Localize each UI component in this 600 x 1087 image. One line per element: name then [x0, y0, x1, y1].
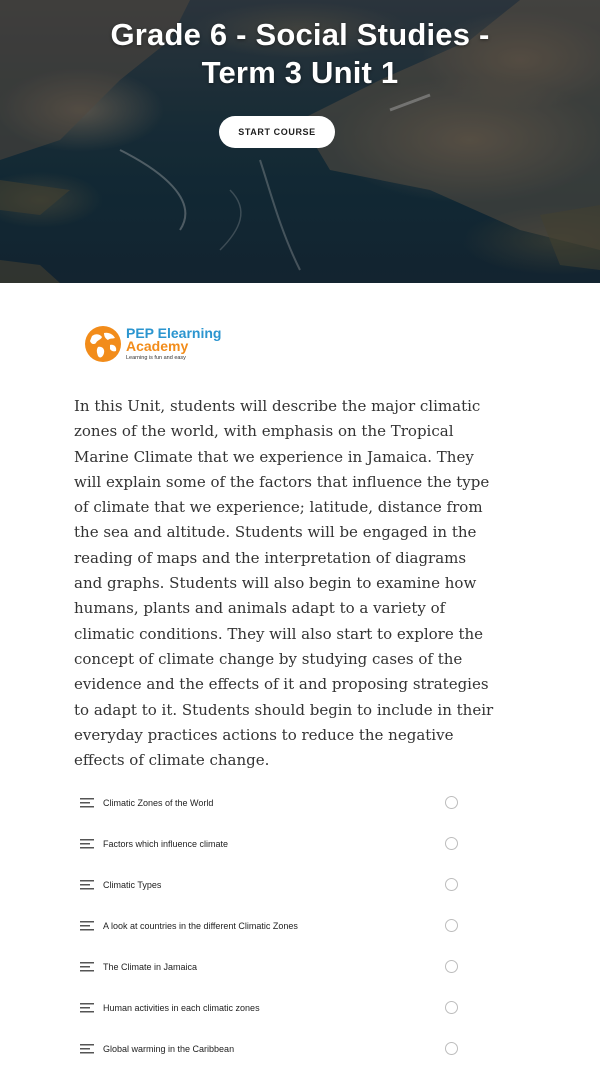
- lesson-incomplete-circle-icon: [445, 960, 458, 973]
- lesson-item[interactable]: [74, 823, 468, 864]
- text-lines-icon: [80, 798, 94, 808]
- text-lines-icon: [80, 880, 94, 890]
- text-lines-icon: [80, 1044, 94, 1054]
- text-lines-icon: [80, 839, 94, 849]
- lesson-incomplete-circle-icon: [445, 1001, 458, 1014]
- course-title-line2: Term 3 Unit 1: [201, 55, 399, 90]
- globe-icon: [84, 325, 122, 363]
- lesson-item[interactable]: [74, 782, 468, 823]
- text-lines-icon: [80, 921, 94, 931]
- lesson-item[interactable]: [74, 905, 468, 946]
- lesson-incomplete-circle-icon: [445, 837, 458, 850]
- lesson-title[interactable]: A look at countries in the different Climatic Zones: [103, 920, 298, 931]
- lesson-item[interactable]: [74, 987, 468, 1028]
- lesson-title[interactable]: Climatic Types: [103, 879, 162, 890]
- hero-banner: [0, 0, 600, 283]
- lesson-list: [74, 782, 468, 1069]
- lesson-incomplete-circle-icon: [445, 878, 458, 891]
- lesson-incomplete-circle-icon: [445, 1042, 458, 1055]
- lesson-item[interactable]: [74, 946, 468, 987]
- lesson-incomplete-circle-icon: [445, 919, 458, 932]
- course-title-line1: Grade 6 - Social Studies -: [110, 17, 490, 52]
- text-lines-icon: [80, 1003, 94, 1013]
- course-title: [0, 16, 600, 92]
- text-lines-icon: [80, 962, 94, 972]
- lesson-item[interactable]: [74, 1028, 468, 1069]
- start-course-button[interactable]: START COURSE: [219, 116, 335, 148]
- pep-academy-logo: [84, 322, 244, 366]
- logo-tagline: Learning is fun and easy: [126, 355, 186, 361]
- lesson-title[interactable]: The Climate in Jamaica: [103, 961, 198, 972]
- lesson-title[interactable]: Global warming in the Caribbean: [103, 1043, 235, 1054]
- lesson-title[interactable]: Human activities in each climatic zones: [103, 1002, 260, 1013]
- course-description: In this Unit, students will describe the major climatic zones of the world, with emphasis on the Tropical Marine Climate that we experience in Jamaica. They will explain some of the factors that influence the type of climate that we experience; latitude, distance from the sea and altitude. Students will be engaged in the reading of maps and the interpretation of diagrams and graphs. Students will also begin to examine how humans, plants and animals adapt to a variety of climatic conditions. They will also start to explore the concept of climate change by studying cases of the evidence and the effects of it and proposing strategies to adapt to it. Students should begin to include in their everyday practices actions to reduce the negative effects of climate change.: [74, 397, 494, 770]
- logo-text-line1: PEP Elearning: [126, 325, 222, 341]
- lesson-title[interactable]: Climatic Zones of the World: [103, 797, 214, 808]
- lesson-incomplete-circle-icon: [445, 796, 458, 809]
- lesson-title[interactable]: Factors which influence climate: [103, 838, 229, 849]
- logo-text-line2: Academy: [126, 338, 189, 354]
- lesson-item[interactable]: [74, 864, 468, 905]
